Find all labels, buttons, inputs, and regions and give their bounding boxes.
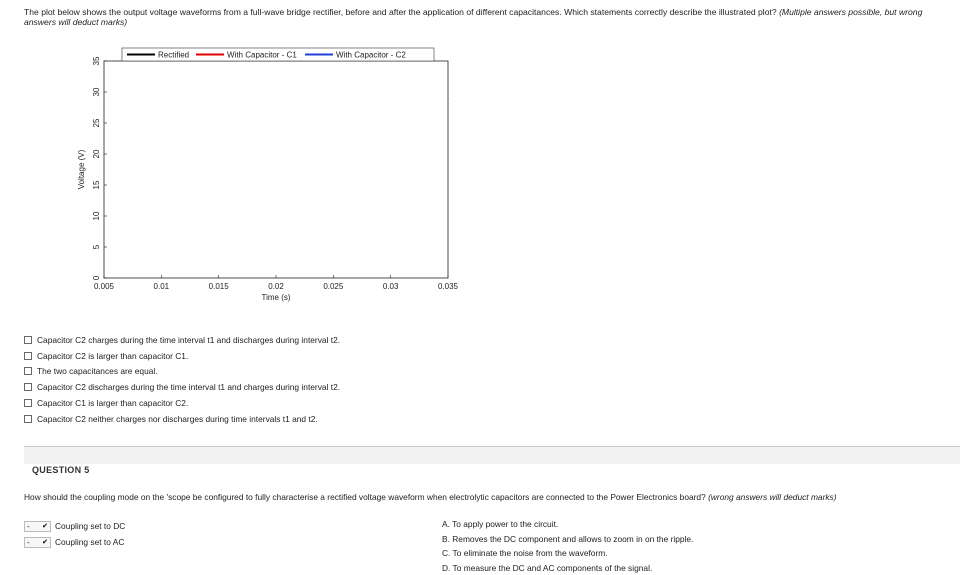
option-2-label: Capacitor C2 is larger than capacitor C1. [37, 351, 188, 361]
option-3-label: The two capacitances are equal. [37, 366, 158, 376]
question-5-header-bar [24, 447, 960, 464]
option-6-label: Capacitor C2 neither charges nor discharges during time intervals t1 and t2. [37, 414, 318, 424]
match-select-dc[interactable] [24, 521, 51, 532]
matching-items [24, 518, 125, 550]
y-tick-label: 5 [92, 244, 101, 249]
chevron-down-icon: ✔ [42, 522, 48, 530]
question-4-text: The plot below shows the output voltage waveforms from a full-wave bridge rectifier, before and after the application of different capacitances. Which statements correctly describe the illustrated plot? [24, 7, 777, 17]
voltage-waveform-chart [72, 44, 472, 314]
answer-d: D. To measure the DC and AC components of the signal. [442, 561, 693, 575]
option-1-checkbox[interactable] [24, 336, 32, 344]
question-5-prompt [24, 492, 874, 502]
x-tick-label: 0.025 [323, 282, 344, 291]
question-5-title: QUESTION 5 [32, 465, 90, 475]
option-6[interactable] [24, 411, 340, 427]
option-4-checkbox[interactable] [24, 383, 32, 391]
y-tick-label: 20 [92, 149, 101, 158]
x-tick-label: 0.035 [438, 282, 459, 291]
match-select-ac[interactable] [24, 537, 51, 548]
y-tick-label: 0 [92, 275, 101, 280]
x-tick-label: 0.02 [268, 282, 284, 291]
x-tick-label: 0.03 [383, 282, 399, 291]
question-5-text: How should the coupling mode on the 'scope be configured to fully characterise a rectified voltage waveform when electrolytic capacitors are connected to the Power Electronics board? [24, 492, 706, 502]
question-4-options [24, 332, 340, 427]
match-select-ac-value: - [27, 538, 30, 547]
chevron-down-icon: ✔ [42, 538, 48, 546]
legend-label: With Capacitor - C2 [336, 51, 406, 60]
option-1[interactable] [24, 332, 340, 348]
match-select-dc-value: - [27, 522, 30, 531]
answer-choices [442, 517, 693, 575]
question-4-note: (Multiple answers possible, but wrong answers will deduct marks) [24, 7, 922, 27]
y-tick-label: 25 [92, 118, 101, 127]
y-tick-label: 30 [92, 87, 101, 96]
x-tick-label: 0.005 [94, 282, 115, 291]
question-4-prompt [24, 7, 924, 27]
x-axis-label: Time (s) [261, 293, 290, 302]
match-item-ac-label: Coupling set to AC [55, 537, 124, 547]
option-1-label: Capacitor C2 charges during the time interval t1 and discharges during interval t2. [37, 335, 340, 345]
option-3[interactable] [24, 364, 340, 380]
y-tick-label: 10 [92, 211, 101, 220]
option-5-label: Capacitor C1 is larger than capacitor C2. [37, 398, 188, 408]
option-5-checkbox[interactable] [24, 399, 32, 407]
match-item-dc-label: Coupling set to DC [55, 521, 125, 531]
option-3-checkbox[interactable] [24, 367, 32, 375]
option-4-label: Capacitor C2 discharges during the time interval t1 and charges during interval t2. [37, 382, 340, 392]
chart-svg [72, 44, 472, 314]
option-4[interactable] [24, 379, 340, 395]
x-tick-label: 0.015 [209, 282, 230, 291]
option-6-checkbox[interactable] [24, 415, 32, 423]
legend-label: Rectified [158, 51, 189, 60]
legend-label: With Capacitor - C1 [227, 51, 297, 60]
answer-a: A. To apply power to the circuit. [442, 517, 693, 532]
match-item-ac [24, 534, 125, 550]
option-2[interactable] [24, 348, 340, 364]
option-5[interactable] [24, 395, 340, 411]
answer-b: B. Removes the DC component and allows to zoom in on the ripple. [442, 532, 693, 547]
match-item-dc [24, 518, 125, 534]
y-axis-label: Voltage (V) [77, 149, 86, 189]
option-2-checkbox[interactable] [24, 352, 32, 360]
plot-frame [104, 61, 448, 278]
answer-c: C. To eliminate the noise from the waveform. [442, 546, 693, 561]
y-tick-label: 15 [92, 180, 101, 189]
question-5-note: (wrong answers will deduct marks) [708, 492, 836, 502]
x-tick-label: 0.01 [154, 282, 170, 291]
y-tick-label: 35 [92, 56, 101, 65]
